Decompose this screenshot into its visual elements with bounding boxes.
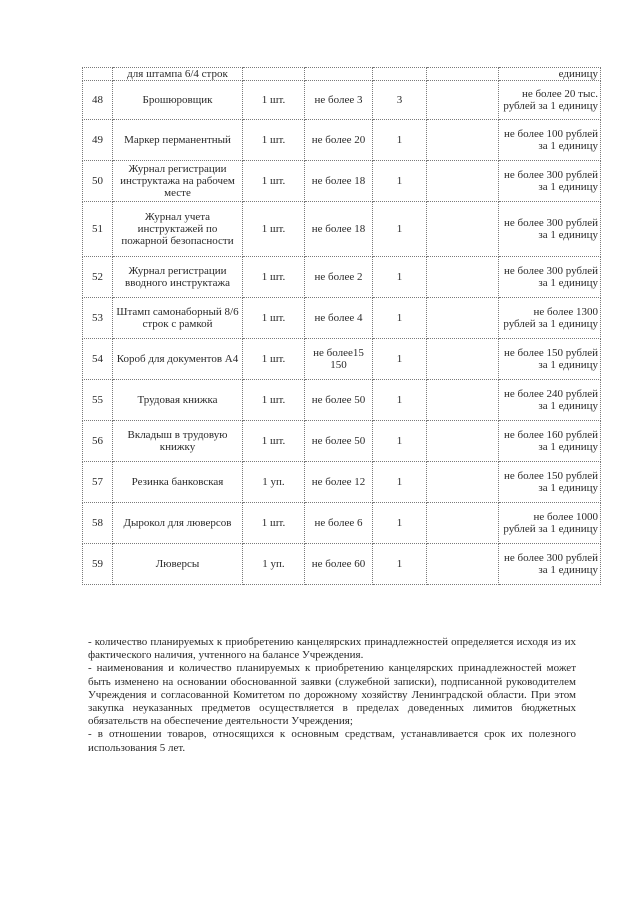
cell-extra xyxy=(427,339,499,380)
cell-unit: 1 шт. xyxy=(243,380,305,421)
cell-price: не более 300 рублей за 1 единицу xyxy=(499,202,601,257)
cell-name: Резинка банковская xyxy=(113,462,243,503)
cell-max-qty: не более 60 xyxy=(305,544,373,585)
cell-qty: 3 xyxy=(373,81,427,120)
cell-num xyxy=(83,68,113,81)
cell-name: Маркер перманентный xyxy=(113,120,243,161)
cell-num: 54 xyxy=(83,339,113,380)
cell-unit: 1 шт. xyxy=(243,421,305,462)
cell-unit: 1 шт. xyxy=(243,298,305,339)
cell-unit: 1 шт. xyxy=(243,161,305,202)
cell-max-qty: не более 20 xyxy=(305,120,373,161)
note-paragraph: - наименования и количество планируемых к приобретению канцелярских принадлежностей может быть изменено на основании обоснованной заявки (служебной записки), подписанной руководителем Учреждения и согласованной Комитетом по дорожному хозяйству Ленинградской области. При этом закупка неуказанных предметов осуществляется в пределах доведенных лимитов бюджетных обязательств на обеспечение деятельности Учреждения; xyxy=(88,662,576,728)
cell-max-qty: не более 4 xyxy=(305,298,373,339)
cell-unit: 1 уп. xyxy=(243,462,305,503)
table-row xyxy=(83,380,601,421)
note-paragraph: - количество планируемых к приобретению канцелярских принадлежностей определяется исходя из их фактического наличия, учтенного на балансе Учреждения. xyxy=(88,636,576,662)
cell-unit: 1 уп. xyxy=(243,544,305,585)
supplies-table xyxy=(82,67,601,585)
cell-extra xyxy=(427,298,499,339)
cell-qty: 1 xyxy=(373,503,427,544)
cell-name: Журнал регистрации вводного инструктажа xyxy=(113,257,243,298)
table-row xyxy=(83,462,601,503)
cell-extra xyxy=(427,81,499,120)
cell-price: не более 1000 рублей за 1 единицу xyxy=(499,503,601,544)
cell-max-qty: не более 6 xyxy=(305,503,373,544)
cell-extra xyxy=(427,120,499,161)
table-row xyxy=(83,257,601,298)
cell-extra xyxy=(427,202,499,257)
cell-unit: 1 шт. xyxy=(243,81,305,120)
cell-num: 51 xyxy=(83,202,113,257)
cell-unit: 1 шт. xyxy=(243,503,305,544)
cell-unit: 1 шт. xyxy=(243,202,305,257)
cell-num: 48 xyxy=(83,81,113,120)
cell-extra xyxy=(427,462,499,503)
cell-max-qty: не более 18 xyxy=(305,202,373,257)
cell-unit: 1 шт. xyxy=(243,257,305,298)
cell-num: 49 xyxy=(83,120,113,161)
note-paragraph: - в отношении товаров, относящихся к основным средствам, устанавливается срок их полезного использования 5 лет. xyxy=(88,728,576,754)
cell-qty: 1 xyxy=(373,202,427,257)
table-row xyxy=(83,503,601,544)
cell-extra xyxy=(427,257,499,298)
cell-qty: 1 xyxy=(373,120,427,161)
cell-extra xyxy=(427,421,499,462)
cell-name: Вкладыш в трудовую книжку xyxy=(113,421,243,462)
cell-qty: 1 xyxy=(373,339,427,380)
cell-name: Дырокол для люверсов xyxy=(113,503,243,544)
cell-name: Короб для документов А4 xyxy=(113,339,243,380)
cell-name: Трудовая книжка xyxy=(113,380,243,421)
cell-price: не более 150 рублей за 1 единицу xyxy=(499,339,601,380)
cell-num: 55 xyxy=(83,380,113,421)
table-row xyxy=(83,81,601,120)
cell-price: не более 100 рублей за 1 единицу xyxy=(499,120,601,161)
cell-max-qty: не более 50 xyxy=(305,380,373,421)
cell-num: 59 xyxy=(83,544,113,585)
cell-name: Журнал учета инструктажей по пожарной безопасности xyxy=(113,202,243,257)
cell-unit: 1 шт. xyxy=(243,120,305,161)
cell-extra xyxy=(427,68,499,81)
cell-price: не более 300 рублей за 1 единицу xyxy=(499,544,601,585)
cell-max-qty: не более 12 xyxy=(305,462,373,503)
cell-qty: 1 xyxy=(373,380,427,421)
cell-num: 53 xyxy=(83,298,113,339)
cell-name: Журнал регистрации инструктажа на рабочем месте xyxy=(113,161,243,202)
cell-max-qty: не более15 150 xyxy=(305,339,373,380)
cell-price: не более 240 рублей за 1 единицу xyxy=(499,380,601,421)
cell-unit: 1 шт. xyxy=(243,339,305,380)
cell-qty xyxy=(373,68,427,81)
cell-qty: 1 xyxy=(373,298,427,339)
cell-price: не более 150 рублей за 1 единицу xyxy=(499,462,601,503)
cell-max-qty: не более 3 xyxy=(305,81,373,120)
cell-extra xyxy=(427,380,499,421)
cell-name: Штамп самонаборный 8/6 строк с рамкой xyxy=(113,298,243,339)
cell-price: не более 20 тыс. рублей за 1 единицу xyxy=(499,81,601,120)
cell-name: Брошюровщик xyxy=(113,81,243,120)
cell-num: 57 xyxy=(83,462,113,503)
cell-extra xyxy=(427,503,499,544)
table-row xyxy=(83,161,601,202)
cell-num: 56 xyxy=(83,421,113,462)
table-row xyxy=(83,421,601,462)
cell-price: не более 300 рублей за 1 единицу xyxy=(499,257,601,298)
cell-price: не более 1300 рублей за 1 единицу xyxy=(499,298,601,339)
table-row xyxy=(83,339,601,380)
table-row xyxy=(83,202,601,257)
cell-unit xyxy=(243,68,305,81)
table-row-continued xyxy=(83,68,601,81)
cell-extra xyxy=(427,544,499,585)
table-row xyxy=(83,120,601,161)
cell-qty: 1 xyxy=(373,462,427,503)
cell-max-qty xyxy=(305,68,373,81)
table-row xyxy=(83,544,601,585)
cell-qty: 1 xyxy=(373,257,427,298)
supplies-table-body xyxy=(83,68,601,585)
cell-name: для штампа 6/4 строк xyxy=(113,68,243,81)
cell-num: 52 xyxy=(83,257,113,298)
cell-price: не более 160 рублей за 1 единицу xyxy=(499,421,601,462)
cell-max-qty: не более 2 xyxy=(305,257,373,298)
cell-price: единицу xyxy=(499,68,601,81)
cell-qty: 1 xyxy=(373,421,427,462)
cell-price: не более 300 рублей за 1 единицу xyxy=(499,161,601,202)
cell-extra xyxy=(427,161,499,202)
notes-section xyxy=(88,636,576,755)
cell-qty: 1 xyxy=(373,161,427,202)
cell-num: 50 xyxy=(83,161,113,202)
cell-name: Люверсы xyxy=(113,544,243,585)
cell-max-qty: не более 50 xyxy=(305,421,373,462)
cell-qty: 1 xyxy=(373,544,427,585)
table-row xyxy=(83,298,601,339)
cell-max-qty: не более 18 xyxy=(305,161,373,202)
cell-num: 58 xyxy=(83,503,113,544)
